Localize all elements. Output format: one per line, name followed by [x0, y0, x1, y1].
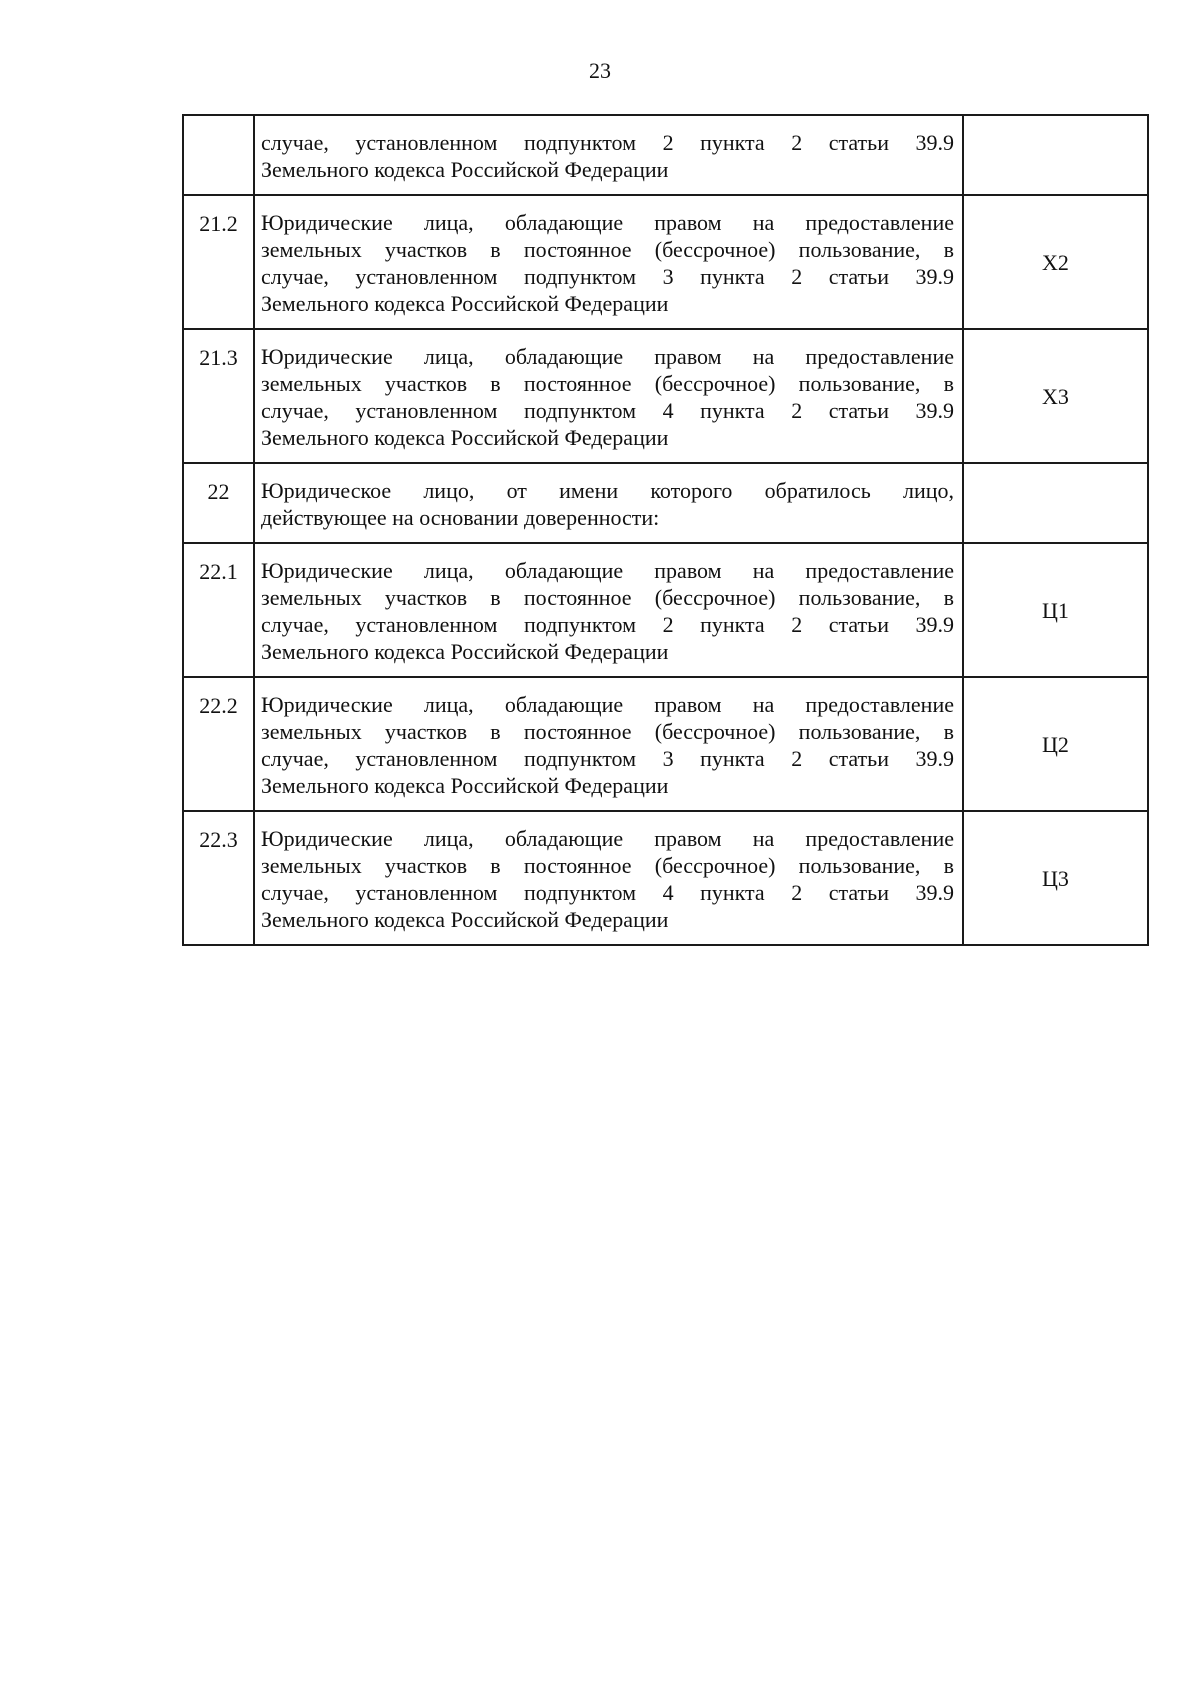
- row-description: [254, 543, 963, 677]
- row-description: [254, 329, 963, 463]
- row-number: 22.1: [183, 543, 254, 677]
- row-number: [183, 115, 254, 195]
- row-code: Х3: [963, 329, 1148, 463]
- description-line: земельных участков в постоянное (бессрочное) пользование, в: [261, 585, 954, 610]
- row-description: [254, 677, 963, 811]
- row-description: [254, 195, 963, 329]
- description-line: Земельного кодекса Российской Федерации: [261, 157, 669, 182]
- description-line: случае, установленном подпунктом 3 пункта 2 статьи 39.9: [261, 264, 954, 289]
- description-line: случае, установленном подпунктом 2 пункта 2 статьи 39.9: [261, 612, 954, 637]
- table-row: [183, 463, 1148, 543]
- description-line: случае, установленном подпунктом 2 пункта 2 статьи 39.9: [261, 130, 954, 155]
- description-line: случае, установленном подпунктом 4 пункта 2 статьи 39.9: [261, 880, 954, 905]
- description-line: Юридические лица, обладающие правом на предоставление: [261, 692, 954, 717]
- description-line: Земельного кодекса Российской Федерации: [261, 639, 669, 664]
- description-line: случае, установленном подпунктом 3 пункта 2 статьи 39.9: [261, 746, 954, 771]
- table-row: [183, 811, 1148, 945]
- table-body: [183, 115, 1148, 945]
- table-row: [183, 543, 1148, 677]
- page-number: 23: [589, 58, 611, 83]
- row-code: Ц1: [963, 543, 1148, 677]
- row-number: 22.2: [183, 677, 254, 811]
- description-line: земельных участков в постоянное (бессрочное) пользование, в: [261, 237, 954, 262]
- table-row: [183, 115, 1148, 195]
- description-line: земельных участков в постоянное (бессрочное) пользование, в: [261, 853, 954, 878]
- row-number: 21.2: [183, 195, 254, 329]
- table-row: [183, 677, 1148, 811]
- description-line: Земельного кодекса Российской Федерации: [261, 773, 669, 798]
- table-row: [183, 195, 1148, 329]
- description-line: Земельного кодекса Российской Федерации: [261, 425, 669, 450]
- row-code: Ц3: [963, 811, 1148, 945]
- row-code: [963, 115, 1148, 195]
- description-line: земельных участков в постоянное (бессрочное) пользование, в: [261, 371, 954, 396]
- row-description: [254, 115, 963, 195]
- description-line: Земельного кодекса Российской Федерации: [261, 291, 669, 316]
- row-code: Х2: [963, 195, 1148, 329]
- description-line: Юридические лица, обладающие правом на предоставление: [261, 826, 954, 851]
- description-line: Юридические лица, обладающие правом на предоставление: [261, 210, 954, 235]
- description-line: Юридическое лицо, от имени которого обратилось лицо,: [261, 478, 954, 503]
- row-number: 22: [183, 463, 254, 543]
- description-line: случае, установленном подпунктом 4 пункта 2 статьи 39.9: [261, 398, 954, 423]
- row-number: 22.3: [183, 811, 254, 945]
- row-description: [254, 463, 963, 543]
- description-line: Земельного кодекса Российской Федерации: [261, 907, 669, 932]
- table-row: [183, 329, 1148, 463]
- row-number: 21.3: [183, 329, 254, 463]
- document-table: [182, 114, 1149, 946]
- description-line: земельных участков в постоянное (бессрочное) пользование, в: [261, 719, 954, 744]
- row-description: [254, 811, 963, 945]
- description-line: действующее на основании доверенности:: [261, 505, 660, 530]
- row-code: Ц2: [963, 677, 1148, 811]
- description-line: Юридические лица, обладающие правом на предоставление: [261, 344, 954, 369]
- row-code: [963, 463, 1148, 543]
- description-line: Юридические лица, обладающие правом на предоставление: [261, 558, 954, 583]
